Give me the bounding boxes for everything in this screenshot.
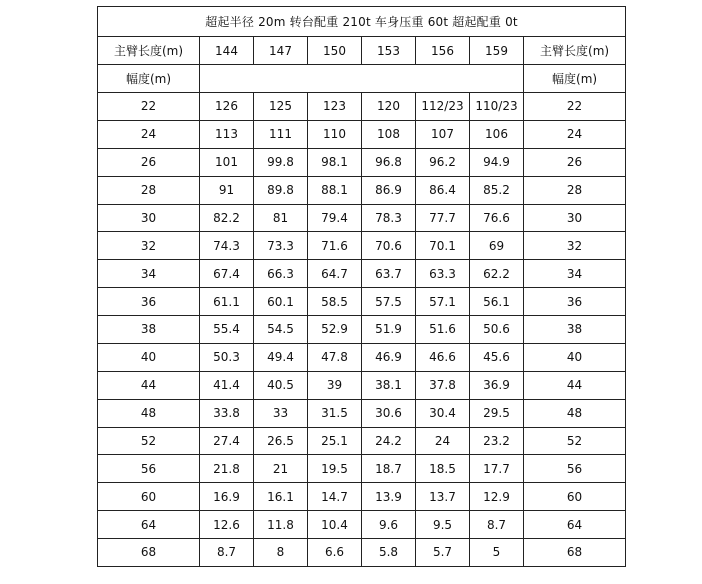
load-value-cell: 29.5 (470, 399, 524, 427)
load-value-cell: 81 (254, 204, 308, 232)
radius-cell-right: 26 (524, 148, 626, 176)
radius-cell-left: 52 (98, 427, 200, 455)
load-value-cell: 46.9 (362, 343, 416, 371)
load-value-cell: 18.7 (362, 455, 416, 483)
radius-cell-left: 32 (98, 232, 200, 260)
load-value-cell: 108 (362, 120, 416, 148)
load-value-cell: 82.2 (200, 204, 254, 232)
radius-cell-right: 64 (524, 511, 626, 539)
load-value-cell: 51.9 (362, 316, 416, 344)
load-value-cell: 8 (254, 539, 308, 567)
load-value-cell: 120 (362, 93, 416, 121)
radius-cell-left: 26 (98, 148, 200, 176)
load-value-cell: 85.2 (470, 176, 524, 204)
table-row (98, 204, 626, 232)
load-value-cell: 112/23 (416, 93, 470, 121)
load-value-cell: 45.6 (470, 343, 524, 371)
title-row (98, 7, 626, 37)
load-value-cell: 24.2 (362, 427, 416, 455)
load-value-cell: 125 (254, 93, 308, 121)
load-value-cell: 19.5 (308, 455, 362, 483)
load-value-cell: 36.9 (470, 371, 524, 399)
table-row (98, 483, 626, 511)
load-value-cell: 70.1 (416, 232, 470, 260)
table-row (98, 343, 626, 371)
load-value-cell: 50.3 (200, 343, 254, 371)
load-value-cell: 70.6 (362, 232, 416, 260)
load-value-cell: 66.3 (254, 260, 308, 288)
load-value-cell: 110/23 (470, 93, 524, 121)
load-value-cell: 126 (200, 93, 254, 121)
load-value-cell: 51.6 (416, 316, 470, 344)
load-value-cell: 30.6 (362, 399, 416, 427)
load-value-cell: 113 (200, 120, 254, 148)
load-value-cell: 8.7 (470, 511, 524, 539)
radius-label-spacer (200, 65, 524, 93)
table-row (98, 427, 626, 455)
load-value-cell: 8.7 (200, 539, 254, 567)
load-value-cell: 13.7 (416, 483, 470, 511)
load-value-cell: 49.4 (254, 343, 308, 371)
load-value-cell: 86.9 (362, 176, 416, 204)
load-value-cell: 33.8 (200, 399, 254, 427)
load-value-cell: 61.1 (200, 288, 254, 316)
table-row (98, 93, 626, 121)
radius-cell-left: 24 (98, 120, 200, 148)
table-row (98, 288, 626, 316)
radius-cell-left: 60 (98, 483, 200, 511)
radius-cell-left: 34 (98, 260, 200, 288)
load-value-cell: 39 (308, 371, 362, 399)
radius-cell-left: 36 (98, 288, 200, 316)
table-row (98, 260, 626, 288)
load-value-cell: 9.6 (362, 511, 416, 539)
radius-cell-right: 56 (524, 455, 626, 483)
load-value-cell: 18.5 (416, 455, 470, 483)
load-value-cell: 57.5 (362, 288, 416, 316)
load-value-cell: 63.7 (362, 260, 416, 288)
load-value-cell: 64.7 (308, 260, 362, 288)
load-value-cell: 54.5 (254, 316, 308, 344)
radius-cell-right: 38 (524, 316, 626, 344)
load-value-cell: 96.8 (362, 148, 416, 176)
table-row (98, 539, 626, 567)
load-value-cell: 107 (416, 120, 470, 148)
radius-label-right: 幅度(m) (524, 65, 626, 93)
load-value-cell: 76.6 (470, 204, 524, 232)
load-value-cell: 41.4 (200, 371, 254, 399)
load-value-cell: 23.2 (470, 427, 524, 455)
table-row (98, 511, 626, 539)
boom-length-cell: 147 (254, 37, 308, 65)
load-value-cell: 46.6 (416, 343, 470, 371)
load-value-cell: 17.7 (470, 455, 524, 483)
boom-length-row (98, 37, 626, 65)
load-value-cell: 5.8 (362, 539, 416, 567)
load-value-cell: 89.8 (254, 176, 308, 204)
load-value-cell: 55.4 (200, 316, 254, 344)
radius-cell-right: 48 (524, 399, 626, 427)
radius-cell-right: 60 (524, 483, 626, 511)
load-value-cell: 52.9 (308, 316, 362, 344)
load-value-cell: 57.1 (416, 288, 470, 316)
load-value-cell: 47.8 (308, 343, 362, 371)
load-value-cell: 98.1 (308, 148, 362, 176)
radius-cell-right: 22 (524, 93, 626, 121)
load-value-cell: 5.7 (416, 539, 470, 567)
load-value-cell: 14.7 (308, 483, 362, 511)
load-value-cell: 69 (470, 232, 524, 260)
load-value-cell: 16.9 (200, 483, 254, 511)
load-value-cell: 13.9 (362, 483, 416, 511)
load-value-cell: 38.1 (362, 371, 416, 399)
radius-cell-right: 40 (524, 343, 626, 371)
load-value-cell: 106 (470, 120, 524, 148)
load-value-cell: 16.1 (254, 483, 308, 511)
load-value-cell: 56.1 (470, 288, 524, 316)
load-value-cell: 10.4 (308, 511, 362, 539)
radius-cell-left: 44 (98, 371, 200, 399)
boom-length-cell: 159 (470, 37, 524, 65)
load-value-cell: 5 (470, 539, 524, 567)
boom-length-label-left: 主臂长度(m) (98, 37, 200, 65)
load-value-cell: 96.2 (416, 148, 470, 176)
load-value-cell: 88.1 (308, 176, 362, 204)
radius-cell-left: 56 (98, 455, 200, 483)
load-value-cell: 37.8 (416, 371, 470, 399)
radius-cell-left: 30 (98, 204, 200, 232)
radius-cell-right: 28 (524, 176, 626, 204)
load-value-cell: 79.4 (308, 204, 362, 232)
load-value-cell: 78.3 (362, 204, 416, 232)
radius-cell-left: 22 (98, 93, 200, 121)
boom-length-cell: 144 (200, 37, 254, 65)
load-value-cell: 91 (200, 176, 254, 204)
radius-label-row (98, 65, 626, 93)
table-row (98, 399, 626, 427)
load-value-cell: 110 (308, 120, 362, 148)
load-value-cell: 24 (416, 427, 470, 455)
load-value-cell: 73.3 (254, 232, 308, 260)
load-value-cell: 12.6 (200, 511, 254, 539)
radius-cell-left: 68 (98, 539, 200, 567)
radius-cell-left: 40 (98, 343, 200, 371)
radius-label-left: 幅度(m) (98, 65, 200, 93)
load-value-cell: 101 (200, 148, 254, 176)
load-value-cell: 63.3 (416, 260, 470, 288)
table-title: 超起半径 20m 转台配重 210t 车身压重 60t 超起配重 0t (98, 7, 626, 37)
load-value-cell: 12.9 (470, 483, 524, 511)
load-chart-table (97, 6, 626, 567)
load-value-cell: 33 (254, 399, 308, 427)
load-value-cell: 86.4 (416, 176, 470, 204)
radius-cell-right: 44 (524, 371, 626, 399)
load-value-cell: 30.4 (416, 399, 470, 427)
load-value-cell: 50.6 (470, 316, 524, 344)
table-row (98, 232, 626, 260)
table-row (98, 148, 626, 176)
load-value-cell: 26.5 (254, 427, 308, 455)
load-value-cell: 21.8 (200, 455, 254, 483)
load-value-cell: 6.6 (308, 539, 362, 567)
table-row (98, 455, 626, 483)
load-value-cell: 94.9 (470, 148, 524, 176)
radius-cell-left: 48 (98, 399, 200, 427)
load-value-cell: 67.4 (200, 260, 254, 288)
load-value-cell: 9.5 (416, 511, 470, 539)
radius-cell-right: 30 (524, 204, 626, 232)
boom-length-label-right: 主臂长度(m) (524, 37, 626, 65)
table-row (98, 371, 626, 399)
table-row (98, 120, 626, 148)
radius-cell-left: 28 (98, 176, 200, 204)
radius-cell-right: 24 (524, 120, 626, 148)
load-value-cell: 58.5 (308, 288, 362, 316)
table-row (98, 176, 626, 204)
load-value-cell: 40.5 (254, 371, 308, 399)
load-value-cell: 71.6 (308, 232, 362, 260)
load-value-cell: 99.8 (254, 148, 308, 176)
radius-cell-left: 64 (98, 511, 200, 539)
load-value-cell: 111 (254, 120, 308, 148)
load-value-cell: 123 (308, 93, 362, 121)
load-value-cell: 21 (254, 455, 308, 483)
radius-cell-right: 34 (524, 260, 626, 288)
load-value-cell: 25.1 (308, 427, 362, 455)
boom-length-cell: 153 (362, 37, 416, 65)
load-value-cell: 77.7 (416, 204, 470, 232)
load-value-cell: 31.5 (308, 399, 362, 427)
table-row (98, 316, 626, 344)
load-value-cell: 60.1 (254, 288, 308, 316)
boom-length-cell: 150 (308, 37, 362, 65)
radius-cell-right: 36 (524, 288, 626, 316)
load-value-cell: 11.8 (254, 511, 308, 539)
radius-cell-left: 38 (98, 316, 200, 344)
load-value-cell: 74.3 (200, 232, 254, 260)
boom-length-cell: 156 (416, 37, 470, 65)
radius-cell-right: 52 (524, 427, 626, 455)
load-value-cell: 27.4 (200, 427, 254, 455)
radius-cell-right: 32 (524, 232, 626, 260)
load-value-cell: 62.2 (470, 260, 524, 288)
radius-cell-right: 68 (524, 539, 626, 567)
